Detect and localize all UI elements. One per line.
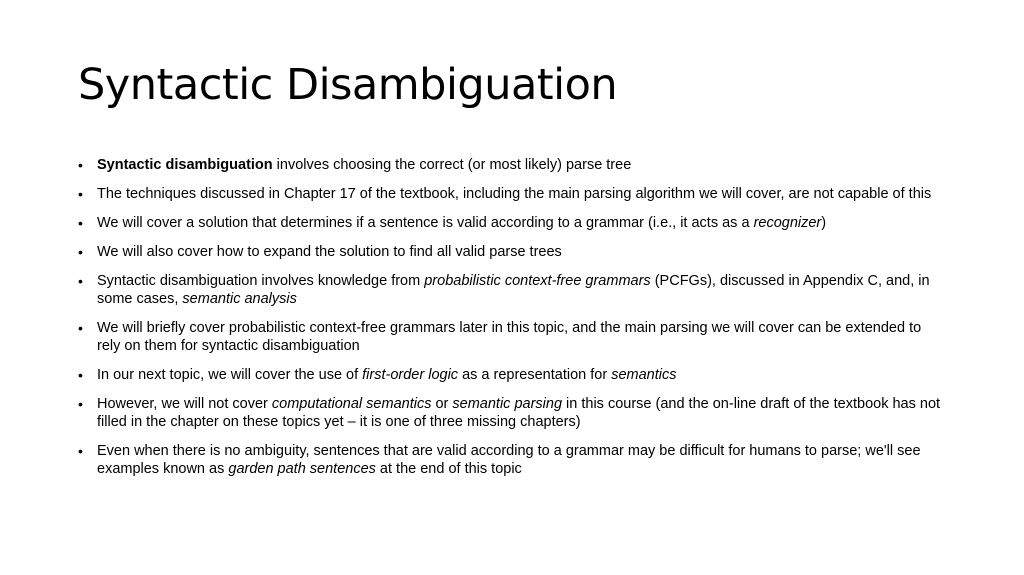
bullet-item [78,442,948,478]
bullet-dot-icon: • [78,215,83,231]
bullet-dot-icon: • [78,157,83,173]
bullet-text-run: semantic analysis [182,291,297,307]
bullet-item [78,156,948,174]
bullet-item [78,214,948,232]
bullet-dot-icon: • [78,320,83,336]
bullet-text-run: or [431,396,453,412]
bullet-text-run: We will also cover how to expand the solution to find all valid parse trees [97,244,562,260]
bullet-dot-icon: • [78,186,83,202]
bullet-item [78,319,948,355]
bullet-text-run: in this course (and the on-line draft of the textbook has not filled in the chapter on these topics yet – it is one of three missing chapters) [97,396,941,430]
bullet-text-run: probabilistic context-free grammars [424,273,651,289]
bullet-text-run: In our next topic, we will cover the use of [97,367,363,383]
bullet-item [78,243,948,261]
bullet-text-run: (PCFGs), discussed in Appendix C, and, in some cases, [97,273,930,307]
bullet-dot-icon: • [78,244,83,260]
bullet-text-run: Even when there is no ambiguity, sentences that are valid according to a grammar may be difficult for humans to parse; we'll see examples known as [97,443,921,477]
bullet-list [78,156,948,489]
bullet-text-run: semantics [611,367,677,383]
bullet-item [78,366,948,384]
bullet-item [78,272,948,308]
bullet-dot-icon: • [78,443,83,459]
bullet-item [78,185,948,203]
bullet-text-run: We will cover a solution that determines if a sentence is valid according to a grammar (i.e., it acts as a [97,215,754,231]
bullet-text-run: recognizer [753,215,822,231]
bullet-text-run: We will briefly cover probabilistic context-free grammars later in this topic, and the main parsing we will cover can be extended to rely on them for syntactic disambiguation [97,320,922,354]
bullet-text-run: involves choosing the correct (or most likely) parse tree [272,157,632,173]
bullet-text-run: first-order logic [362,367,459,383]
bullet-dot-icon: • [78,273,83,289]
bullet-text-run: The techniques discussed in Chapter 17 of the textbook, including the main parsing algorithm we will cover, are not capable of this [97,186,932,202]
bullet-text-run: as a representation for [458,367,612,383]
bullet-text-run: Syntactic disambiguation [97,157,273,173]
bullet-text-run: garden path sentences [228,461,376,477]
slide-title: Syntactic Disambiguation [78,60,618,110]
bullet-text-run: semantic parsing [452,396,563,412]
bullet-text-run: ) [821,215,827,231]
bullet-dot-icon: • [78,367,83,383]
bullet-dot-icon: • [78,396,83,412]
bullet-text-run: at the end of this topic [375,461,522,477]
bullet-text-run: Syntactic disambiguation involves knowledge from [97,273,425,289]
bullet-text-run: However, we will not cover [97,396,272,412]
bullet-item [78,395,948,431]
bullet-text-run: computational semantics [271,396,432,412]
